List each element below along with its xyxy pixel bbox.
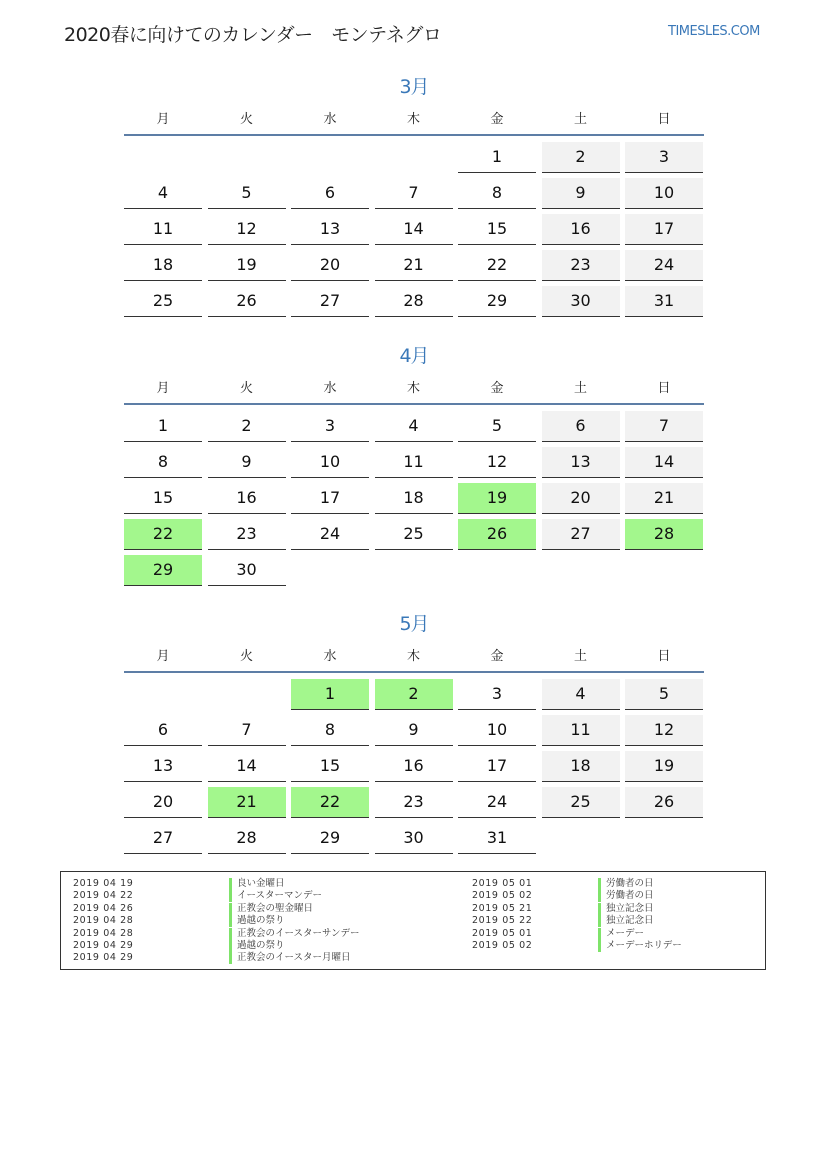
day-cell[interactable]: 30 xyxy=(375,823,453,854)
day-cell[interactable]: 27 xyxy=(124,823,202,854)
day-cell[interactable]: 24 xyxy=(458,787,536,818)
day-cell[interactable]: 18 xyxy=(375,483,453,514)
weekday-label: 金 xyxy=(490,381,504,396)
day-cell[interactable]: 5 xyxy=(208,178,286,209)
weekday-label: 金 xyxy=(490,112,504,127)
day-cell[interactable]: 3 xyxy=(625,142,703,173)
weekday-label: 月 xyxy=(156,112,170,127)
day-cell[interactable]: 29 xyxy=(458,286,536,317)
day-cell[interactable]: 13 xyxy=(542,447,620,478)
day-cell[interactable]: 14 xyxy=(208,751,286,782)
day-cell[interactable]: 20 xyxy=(291,250,369,281)
day-cell[interactable]: 12 xyxy=(625,715,703,746)
day-cell[interactable]: 25 xyxy=(375,519,453,550)
weekday-label: 日 xyxy=(657,112,671,127)
day-cell[interactable]: 15 xyxy=(291,751,369,782)
holiday-date: 2019 05 02 xyxy=(472,890,533,902)
day-cell[interactable]: 6 xyxy=(124,715,202,746)
holiday-date: 2019 04 19 xyxy=(73,878,134,889)
day-cell[interactable]: 26 xyxy=(208,286,286,317)
day-cell[interactable]: 5 xyxy=(458,411,536,442)
day-cell[interactable]: 12 xyxy=(208,214,286,245)
day-cell[interactable]: 20 xyxy=(124,787,202,818)
day-cell[interactable]: 8 xyxy=(124,447,202,478)
day-cell[interactable]: 1 xyxy=(291,679,369,710)
day-cell[interactable]: 19 xyxy=(625,751,703,782)
weekday-header xyxy=(124,645,704,665)
day-cell[interactable]: 19 xyxy=(208,250,286,281)
holiday-name: 正教会のイースターサンデー xyxy=(229,928,360,940)
day-cell[interactable]: 27 xyxy=(542,519,620,550)
holiday-name: 過越の祭り xyxy=(229,915,285,927)
holiday-date: 2019 05 21 xyxy=(472,902,533,914)
holiday-date: 2019 04 28 xyxy=(73,927,134,939)
day-cell[interactable]: 6 xyxy=(291,178,369,209)
day-cell[interactable]: 2 xyxy=(542,142,620,173)
day-cell[interactable]: 22 xyxy=(458,250,536,281)
holiday-name: メーデーホリデー xyxy=(598,940,682,952)
holiday-date: 2019 05 02 xyxy=(472,939,533,951)
day-cell[interactable]: 19 xyxy=(458,483,536,514)
day-cell[interactable]: 21 xyxy=(208,787,286,818)
holiday-date: 2019 04 29 xyxy=(73,939,134,951)
weekday-label: 木 xyxy=(406,649,420,664)
day-cell[interactable]: 15 xyxy=(124,483,202,514)
weekday-label: 水 xyxy=(323,381,337,396)
weekday-label: 木 xyxy=(406,381,420,396)
day-cell[interactable]: 6 xyxy=(542,411,620,442)
header-divider xyxy=(124,403,704,405)
weekday-header xyxy=(124,108,704,128)
weekday-label: 月 xyxy=(156,381,170,396)
day-cell[interactable]: 26 xyxy=(458,519,536,550)
holiday-name: 労働者の日 xyxy=(598,878,654,890)
day-cell[interactable]: 17 xyxy=(458,751,536,782)
day-cell[interactable]: 21 xyxy=(625,483,703,514)
day-cell[interactable]: 7 xyxy=(625,411,703,442)
holiday-name: 独立記念日 xyxy=(598,903,654,915)
day-cell[interactable]: 22 xyxy=(124,519,202,550)
holiday-name: イースターマンデー xyxy=(229,890,322,902)
day-cell[interactable]: 27 xyxy=(291,286,369,317)
day-cell[interactable]: 4 xyxy=(542,679,620,710)
day-cell[interactable]: 25 xyxy=(542,787,620,818)
day-cell[interactable]: 2 xyxy=(208,411,286,442)
day-cell[interactable]: 11 xyxy=(375,447,453,478)
month-title: 4月 xyxy=(399,345,429,367)
day-cell[interactable]: 9 xyxy=(542,178,620,209)
weekday-label: 火 xyxy=(239,381,253,396)
day-cell[interactable]: 1 xyxy=(458,142,536,173)
weekday-label: 金 xyxy=(490,649,504,664)
page-title: 2020春に向けてのカレンダー モンテネグロ xyxy=(64,24,442,46)
day-cell[interactable]: 10 xyxy=(458,715,536,746)
day-cell[interactable]: 20 xyxy=(542,483,620,514)
weekday-label: 木 xyxy=(406,112,420,127)
day-cell[interactable]: 4 xyxy=(124,178,202,209)
month-title: 3月 xyxy=(399,76,429,98)
day-cell[interactable]: 12 xyxy=(458,447,536,478)
weekday-label: 日 xyxy=(657,649,671,664)
day-cell[interactable]: 26 xyxy=(625,787,703,818)
weekday-header xyxy=(124,377,704,397)
day-cell[interactable]: 29 xyxy=(291,823,369,854)
holiday-date: 2019 04 28 xyxy=(73,915,134,927)
day-cell[interactable]: 24 xyxy=(291,519,369,550)
holiday-name: メーデー xyxy=(598,928,644,940)
day-cell[interactable]: 31 xyxy=(458,823,536,854)
holiday-name: 労働者の日 xyxy=(598,890,654,902)
day-cell[interactable]: 18 xyxy=(542,751,620,782)
day-cell[interactable]: 29 xyxy=(124,555,202,586)
day-cell[interactable]: 18 xyxy=(124,250,202,281)
weekday-label: 火 xyxy=(239,112,253,127)
holiday-date: 2019 05 22 xyxy=(472,915,533,927)
weekday-label: 土 xyxy=(573,381,587,396)
day-cell[interactable]: 30 xyxy=(208,555,286,586)
day-cell[interactable]: 16 xyxy=(542,214,620,245)
weekday-label: 月 xyxy=(156,649,170,664)
header-divider xyxy=(124,671,704,673)
header-divider xyxy=(124,134,704,136)
day-cell[interactable]: 8 xyxy=(458,178,536,209)
month-title: 5月 xyxy=(399,613,429,635)
day-cell[interactable]: 31 xyxy=(625,286,703,317)
holiday-name: 良い金曜日 xyxy=(229,878,285,890)
day-cell[interactable]: 2 xyxy=(375,679,453,710)
day-cell[interactable]: 11 xyxy=(542,715,620,746)
day-cell[interactable]: 14 xyxy=(375,214,453,245)
holiday-date: 2019 04 26 xyxy=(73,902,134,914)
day-cell[interactable]: 22 xyxy=(291,787,369,818)
brand-logo[interactable]: TIMESLES.COM xyxy=(668,24,760,39)
day-cell[interactable]: 23 xyxy=(375,787,453,818)
holiday-date: 2019 04 22 xyxy=(73,890,134,902)
day-cell[interactable]: 3 xyxy=(458,679,536,710)
day-cell[interactable]: 28 xyxy=(375,286,453,317)
day-cell[interactable]: 5 xyxy=(625,679,703,710)
day-cell[interactable]: 13 xyxy=(124,751,202,782)
holiday-date: 2019 05 01 xyxy=(472,878,533,889)
day-cell[interactable]: 7 xyxy=(375,178,453,209)
weekday-label: 日 xyxy=(657,381,671,396)
day-cell[interactable]: 21 xyxy=(375,250,453,281)
holiday-name: 独立記念日 xyxy=(598,915,654,927)
weekday-label: 水 xyxy=(323,112,337,127)
weekday-label: 火 xyxy=(239,649,253,664)
day-cell[interactable]: 3 xyxy=(291,411,369,442)
holiday-date: 2019 05 01 xyxy=(472,927,533,939)
holiday-name: 正教会の聖金曜日 xyxy=(229,903,313,915)
day-cell[interactable]: 13 xyxy=(291,214,369,245)
holiday-name: 正教会のイースター月曜日 xyxy=(229,952,351,964)
holiday-legend xyxy=(60,871,766,970)
day-cell[interactable]: 25 xyxy=(124,286,202,317)
weekday-label: 土 xyxy=(573,112,587,127)
day-cell[interactable]: 4 xyxy=(375,411,453,442)
day-cell[interactable]: 15 xyxy=(458,214,536,245)
day-cell[interactable]: 28 xyxy=(208,823,286,854)
weekday-label: 水 xyxy=(323,649,337,664)
day-cell[interactable]: 16 xyxy=(208,483,286,514)
weekday-label: 土 xyxy=(573,649,587,664)
day-cell[interactable]: 10 xyxy=(625,178,703,209)
day-cell[interactable]: 17 xyxy=(291,483,369,514)
day-cell[interactable]: 30 xyxy=(542,286,620,317)
day-cell[interactable]: 9 xyxy=(208,447,286,478)
day-cell[interactable]: 23 xyxy=(542,250,620,281)
day-cell[interactable]: 7 xyxy=(208,715,286,746)
day-cell[interactable]: 11 xyxy=(124,214,202,245)
day-cell[interactable]: 17 xyxy=(625,214,703,245)
day-cell[interactable]: 16 xyxy=(375,751,453,782)
day-cell[interactable]: 8 xyxy=(291,715,369,746)
day-cell[interactable]: 9 xyxy=(375,715,453,746)
day-cell[interactable]: 1 xyxy=(124,411,202,442)
holiday-date: 2019 04 29 xyxy=(73,952,134,964)
day-cell[interactable]: 24 xyxy=(625,250,703,281)
day-cell[interactable]: 23 xyxy=(208,519,286,550)
day-cell[interactable]: 28 xyxy=(625,519,703,550)
holiday-name: 過越の祭り xyxy=(229,940,285,952)
day-cell[interactable]: 14 xyxy=(625,447,703,478)
day-cell[interactable]: 10 xyxy=(291,447,369,478)
